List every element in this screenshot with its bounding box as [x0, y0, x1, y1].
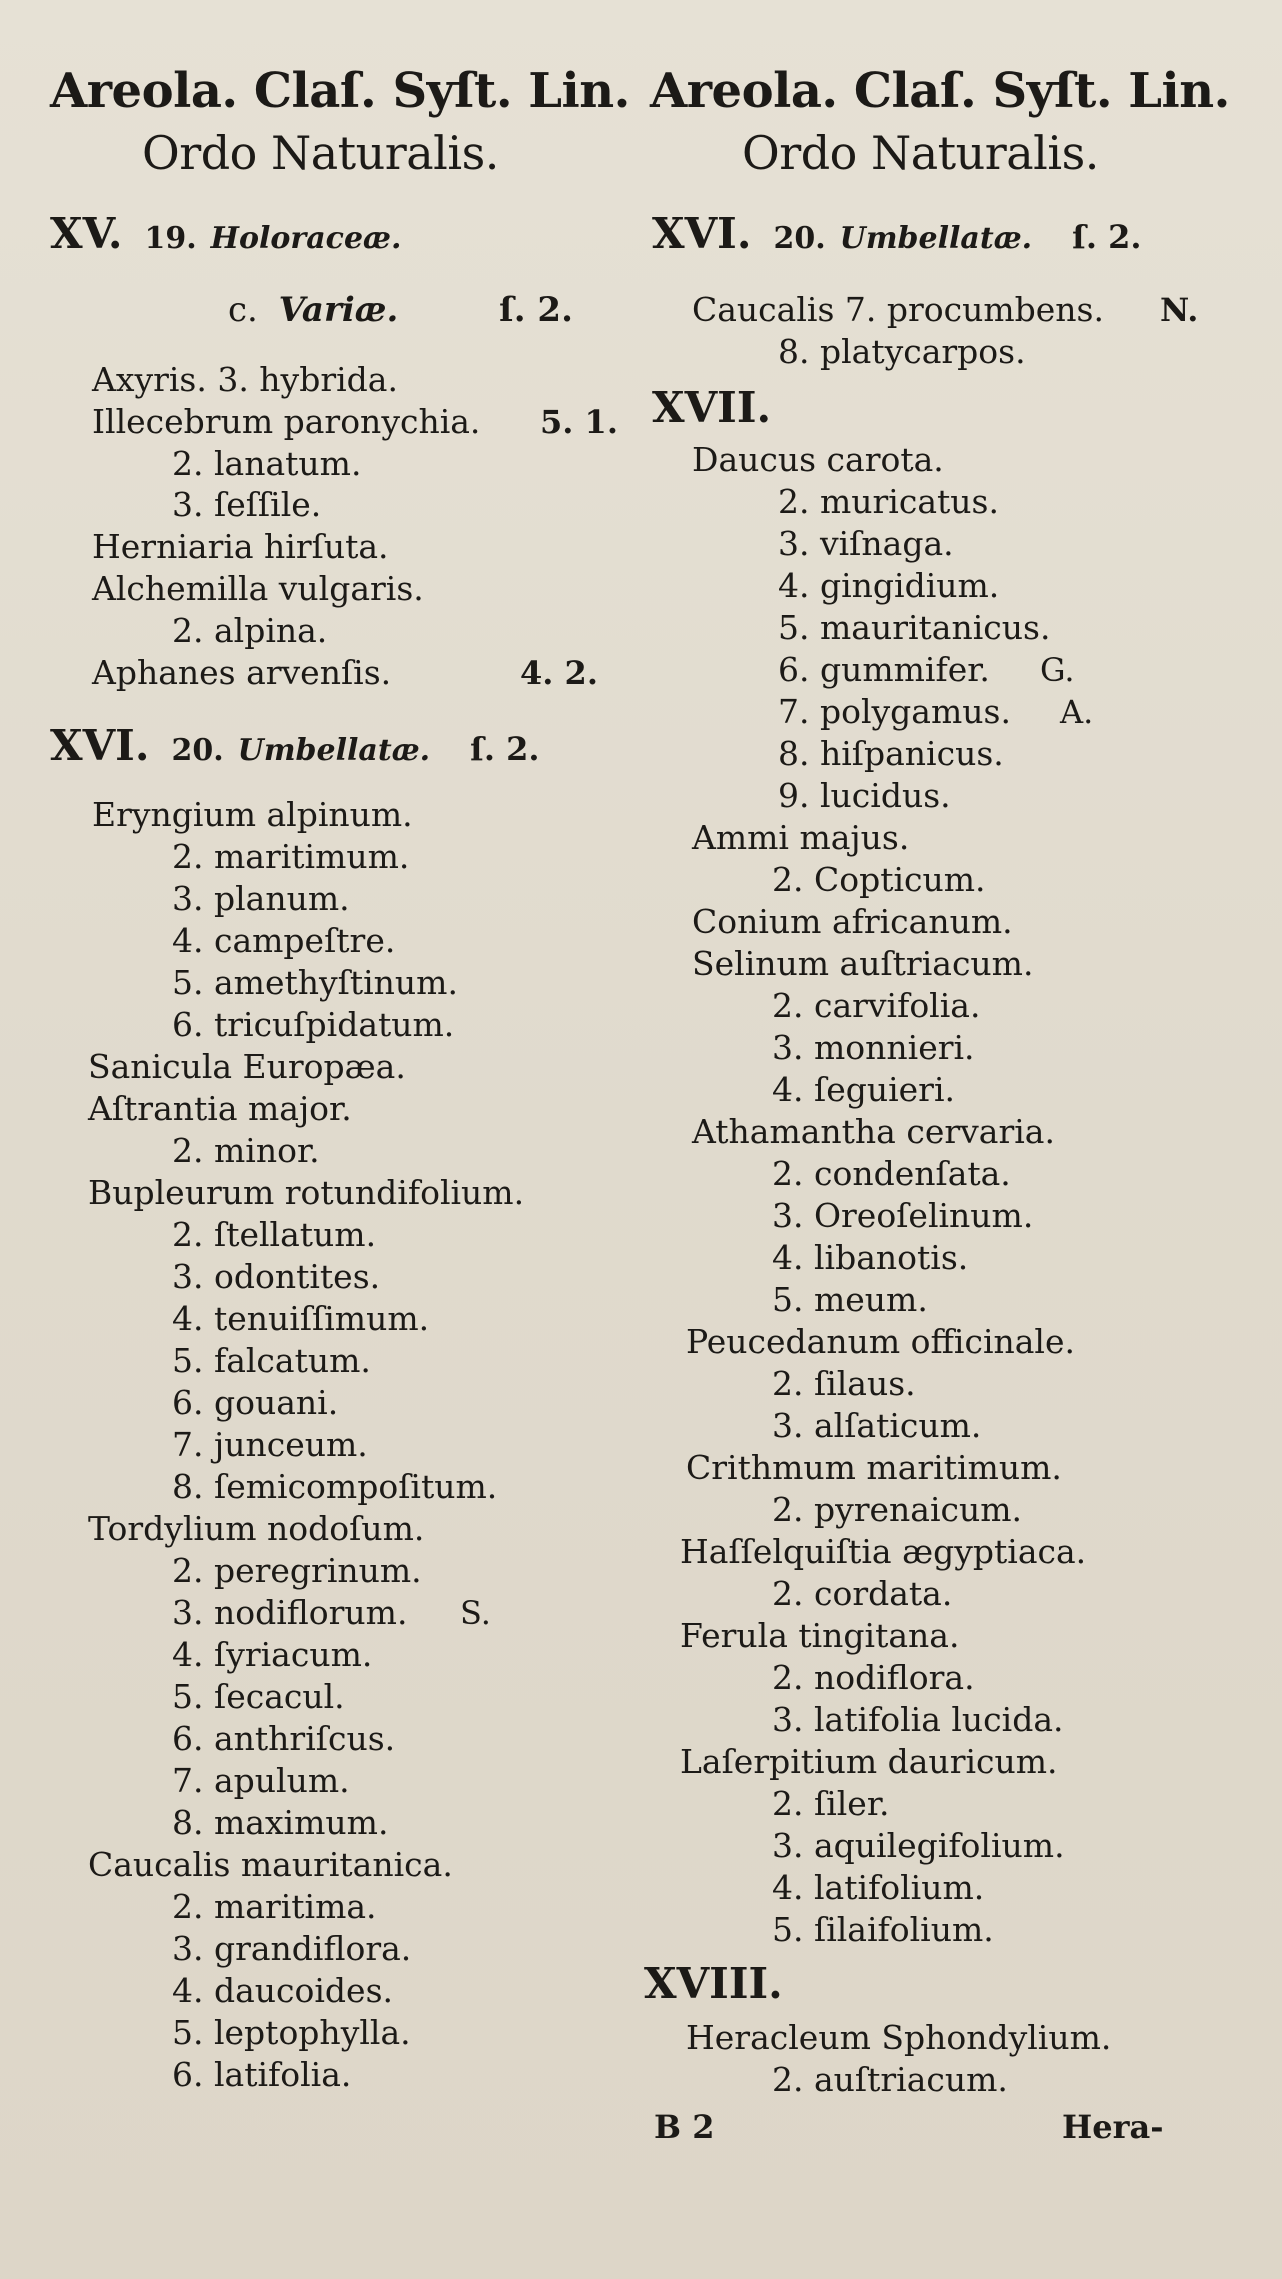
section-roman: XVI.: [652, 209, 752, 258]
right-section-xvii: [652, 383, 772, 432]
list-item: 9. lucidus.: [778, 776, 951, 815]
list-item: 4. campeſtre.: [172, 921, 396, 960]
list-item: 6. latifolia.: [172, 2055, 352, 2094]
catchword: Hera-: [1062, 2108, 1164, 2146]
list-item: 4. tenuiſſimum.: [172, 1299, 430, 1338]
tag-procumbens: N.: [1160, 291, 1199, 329]
list-item: 2. Copticum.: [772, 860, 986, 899]
left-header: [50, 60, 650, 184]
list-item: Sanicula Europæa.: [88, 1047, 406, 1086]
list-item: Tordylium nodoſum.: [88, 1509, 425, 1548]
list-item: Conium africanum.: [692, 902, 1013, 941]
list-item: Alchemilla vulgaris.: [92, 569, 424, 608]
tag-nodiflorum: S.: [460, 1594, 491, 1632]
list-item: 2. peregrinum.: [172, 1551, 422, 1590]
list-item: 2. ſilaus.: [772, 1364, 916, 1403]
list-item: 6. anthriſcus.: [172, 1719, 396, 1758]
left-header-title: Areola. Claſ. Syſt. Lin.: [50, 63, 630, 119]
left-section-xv: [50, 209, 402, 261]
section-roman: XVII.: [652, 383, 772, 432]
list-item: Peucedanum officinale.: [686, 1322, 1076, 1361]
list-item: 3. odontites.: [172, 1257, 381, 1296]
list-item: Daucus carota.: [692, 440, 944, 479]
list-item: 6. gouani.: [172, 1383, 339, 1422]
left-subhead-c: [228, 290, 573, 330]
list-item: 3. grandiflora.: [172, 1929, 412, 1968]
page-signature: B 2: [654, 2108, 715, 2146]
section-class-number: 19.: [144, 221, 197, 256]
list-item: Crithmum maritimum.: [686, 1448, 1062, 1487]
list-item: 3. monnieri.: [772, 1028, 975, 1067]
list-item: 6. gummifer.: [778, 650, 990, 689]
list-item: 4. ſeguieri.: [772, 1070, 955, 1109]
list-item: 7. junceum.: [172, 1425, 368, 1464]
list-item: Herniaria hirſuta.: [92, 527, 389, 566]
list-item: 2. maritimum.: [172, 837, 410, 876]
list-item: 5. mauritanicus.: [778, 608, 1051, 647]
list-item: Haſſelquiſtia ægyptiaca.: [680, 1532, 1087, 1571]
list-item: 2. pyrenaicum.: [772, 1490, 1023, 1529]
list-item: 2. nodiflora.: [772, 1658, 975, 1697]
right-section-xviii: [644, 1959, 783, 2008]
list-item: Selinum auſtriacum.: [692, 944, 1034, 983]
list-item: 3. alſaticum.: [772, 1406, 982, 1445]
subhead-name: Variæ.: [278, 290, 399, 330]
left-header-subtitle: Ordo Naturalis.: [142, 126, 499, 180]
list-item: 3. Oreoſelinum.: [772, 1196, 1034, 1235]
section-f-number: ſ. 2.: [470, 730, 540, 768]
list-item: 8. maximum.: [172, 1803, 389, 1842]
list-item: 2. maritima.: [172, 1887, 377, 1926]
tag-illecebrum: 5. 1.: [540, 403, 618, 441]
list-item: 5. ſecacul.: [172, 1677, 345, 1716]
subhead-f-number: ſ. 2.: [499, 290, 573, 330]
list-item: 2. minor.: [172, 1131, 320, 1170]
list-item: 5. ſilaifolium.: [772, 1910, 994, 1949]
list-item: 5. leptophylla.: [172, 2013, 411, 2052]
section-class-number: 20.: [171, 733, 224, 768]
list-item: Athamantha cervaria.: [692, 1112, 1055, 1151]
list-item: 5. amethyſtinum.: [172, 963, 458, 1002]
list-item: 8. platycarpos.: [778, 332, 1026, 371]
section-roman: XV.: [50, 209, 123, 258]
list-item: 4. libanotis.: [772, 1238, 969, 1277]
list-item: Axyris. 3. hybrida.: [92, 360, 398, 399]
list-item: 2. auſtriacum.: [772, 2060, 1008, 2099]
right-header: [650, 60, 1250, 184]
list-item: Ferula tingitana.: [680, 1616, 960, 1655]
section-class-number: 20.: [773, 221, 826, 256]
list-item: 8. ſemicompoſitum.: [172, 1467, 498, 1506]
list-item: 3. nodiflorum.: [172, 1593, 408, 1632]
list-item: 3. aquilegifolium.: [772, 1826, 1065, 1865]
list-item: 4. ſyriacum.: [172, 1635, 373, 1674]
list-item: 7. polygamus.: [778, 692, 1011, 731]
left-section-xvi: [50, 721, 540, 773]
list-item: 6. tricuſpidatum.: [172, 1005, 455, 1044]
section-roman: XVIII.: [644, 1959, 783, 2008]
list-item: 2. ſiler.: [772, 1784, 890, 1823]
right-section-xvi: [652, 209, 1142, 261]
right-header-title: Areola. Claſ. Syſt. Lin.: [650, 63, 1230, 119]
list-item: 3. latifolia lucida.: [772, 1700, 1064, 1739]
list-item: Laſerpitium dauricum.: [680, 1742, 1058, 1781]
tag-polygamus: A.: [1060, 693, 1094, 731]
list-item: 2. cordata.: [772, 1574, 953, 1613]
list-item: 7. apulum.: [172, 1761, 350, 1800]
list-item: Aſtrantia major.: [88, 1089, 352, 1128]
subhead-letter: c.: [228, 290, 258, 330]
list-item: Caucalis mauritanica.: [88, 1845, 453, 1884]
right-header-subtitle: Ordo Naturalis.: [742, 126, 1099, 180]
section-order-name: Umbellatæ.: [839, 221, 1033, 256]
list-item: Heracleum Sphondylium.: [686, 2018, 1112, 2057]
list-item: 2. muricatus.: [778, 482, 999, 521]
list-item: Caucalis 7. procumbens.: [692, 290, 1104, 329]
list-item: 2. carvifolia.: [772, 986, 981, 1025]
list-item: Aphanes arvenſis.: [92, 653, 392, 692]
list-item: 2. condenſata.: [772, 1154, 1011, 1193]
list-item: 3. viſnaga.: [778, 524, 954, 563]
list-item: 4. latifolium.: [772, 1868, 985, 1907]
list-item: Illecebrum paronychia.: [92, 402, 481, 441]
list-item: Bupleurum rotundifolium.: [88, 1173, 525, 1212]
list-item: 4. gingidium.: [778, 566, 1000, 605]
list-item: 3. planum.: [172, 879, 350, 918]
list-item: Eryngium alpinum.: [92, 795, 413, 834]
list-item: 3. ſeſſile.: [172, 485, 322, 524]
list-item: 2. alpina.: [172, 611, 328, 650]
section-f-number: ſ. 2.: [1072, 218, 1142, 256]
list-item: 5. falcatum.: [172, 1341, 371, 1380]
list-item: 2. ſtellatum.: [172, 1215, 377, 1254]
section-order-name: Holoraceæ.: [210, 221, 402, 256]
list-item: Ammi majus.: [692, 818, 910, 857]
list-item: 4. daucoides.: [172, 1971, 394, 2010]
list-item: 2. lanatum.: [172, 444, 362, 483]
list-item: 8. hiſpanicus.: [778, 734, 1004, 773]
section-roman: XVI.: [50, 721, 150, 770]
tag-gummifer: G.: [1040, 651, 1075, 689]
list-item: 5. meum.: [772, 1280, 928, 1319]
tag-aphanes: 4. 2.: [520, 654, 598, 692]
section-order-name: Umbellatæ.: [237, 733, 431, 768]
